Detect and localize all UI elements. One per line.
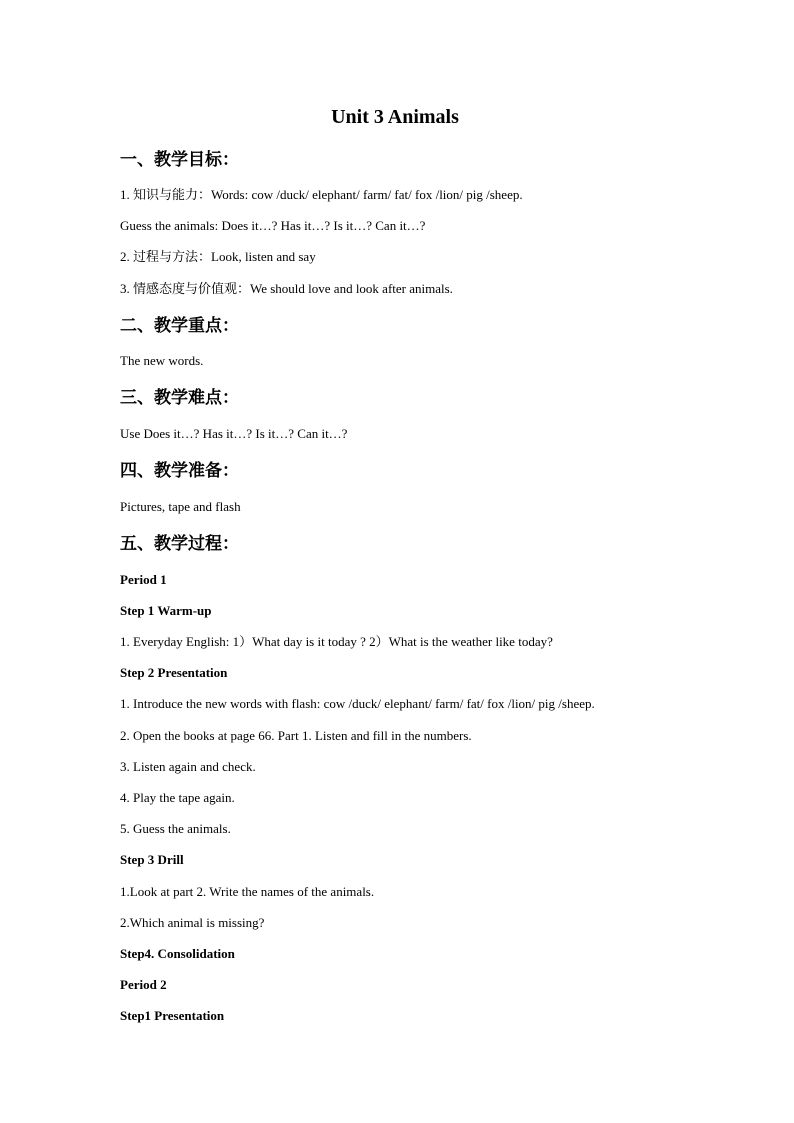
difficult-points-text: Use Does it…? Has it…? Is it…? Can it…? — [120, 426, 348, 441]
step-item: 2. Open the books at page 66. Part 1. Listen and fill in the numbers. — [120, 728, 472, 743]
section-heading-goals: 一、教学目标： — [120, 150, 239, 170]
section-heading-process: 五、教学过程： — [120, 534, 239, 554]
step-heading: Step4. Consolidation — [120, 946, 235, 961]
step-heading: Step 1 Warm-up — [120, 603, 212, 618]
goal-line: Guess the animals: Does it…? Has it…? Is it…? Can it…? — [120, 218, 426, 233]
step-item: 1. Introduce the new words with flash: cow /duck/ elephant/ farm/ fat/ fox /lion/ pig /sheep. — [120, 696, 595, 711]
step-item: 5. Guess the animals. — [120, 821, 231, 836]
step-heading: Step 3 Drill — [120, 852, 184, 867]
section-heading-preparation: 四、教学准备： — [120, 461, 239, 481]
step-item: 1.Look at part 2. Write the names of the animals. — [120, 884, 375, 899]
goal-line: 3. 情感态度与价值观：We should love and look after animals. — [120, 281, 453, 296]
document-title: Unit 3 Animals — [331, 106, 459, 128]
key-points-text: The new words. — [120, 353, 204, 368]
step-item: 4. Play the tape again. — [120, 790, 235, 805]
section-heading-key-points: 二、教学重点： — [120, 316, 239, 336]
step-item: 2.Which animal is missing? — [120, 915, 265, 930]
section-heading-difficult-points: 三、教学难点： — [120, 388, 239, 408]
step-item: 1. Everyday English: 1）What day is it today ? 2）What is the weather like today? — [120, 634, 553, 649]
preparation-text: Pictures, tape and flash — [120, 499, 241, 514]
goal-line: 2. 过程与方法：Look, listen and say — [120, 249, 316, 264]
goal-line: 1. 知识与能力：Words: cow /duck/ elephant/ farm/ fat/ fox /lion/ pig /sheep. — [120, 187, 523, 202]
step-heading: Step1 Presentation — [120, 1008, 225, 1023]
period-label: Period 2 — [120, 977, 167, 992]
step-heading: Step 2 Presentation — [120, 665, 228, 680]
period-label: Period 1 — [120, 572, 167, 587]
step-item: 3. Listen again and check. — [120, 759, 256, 774]
